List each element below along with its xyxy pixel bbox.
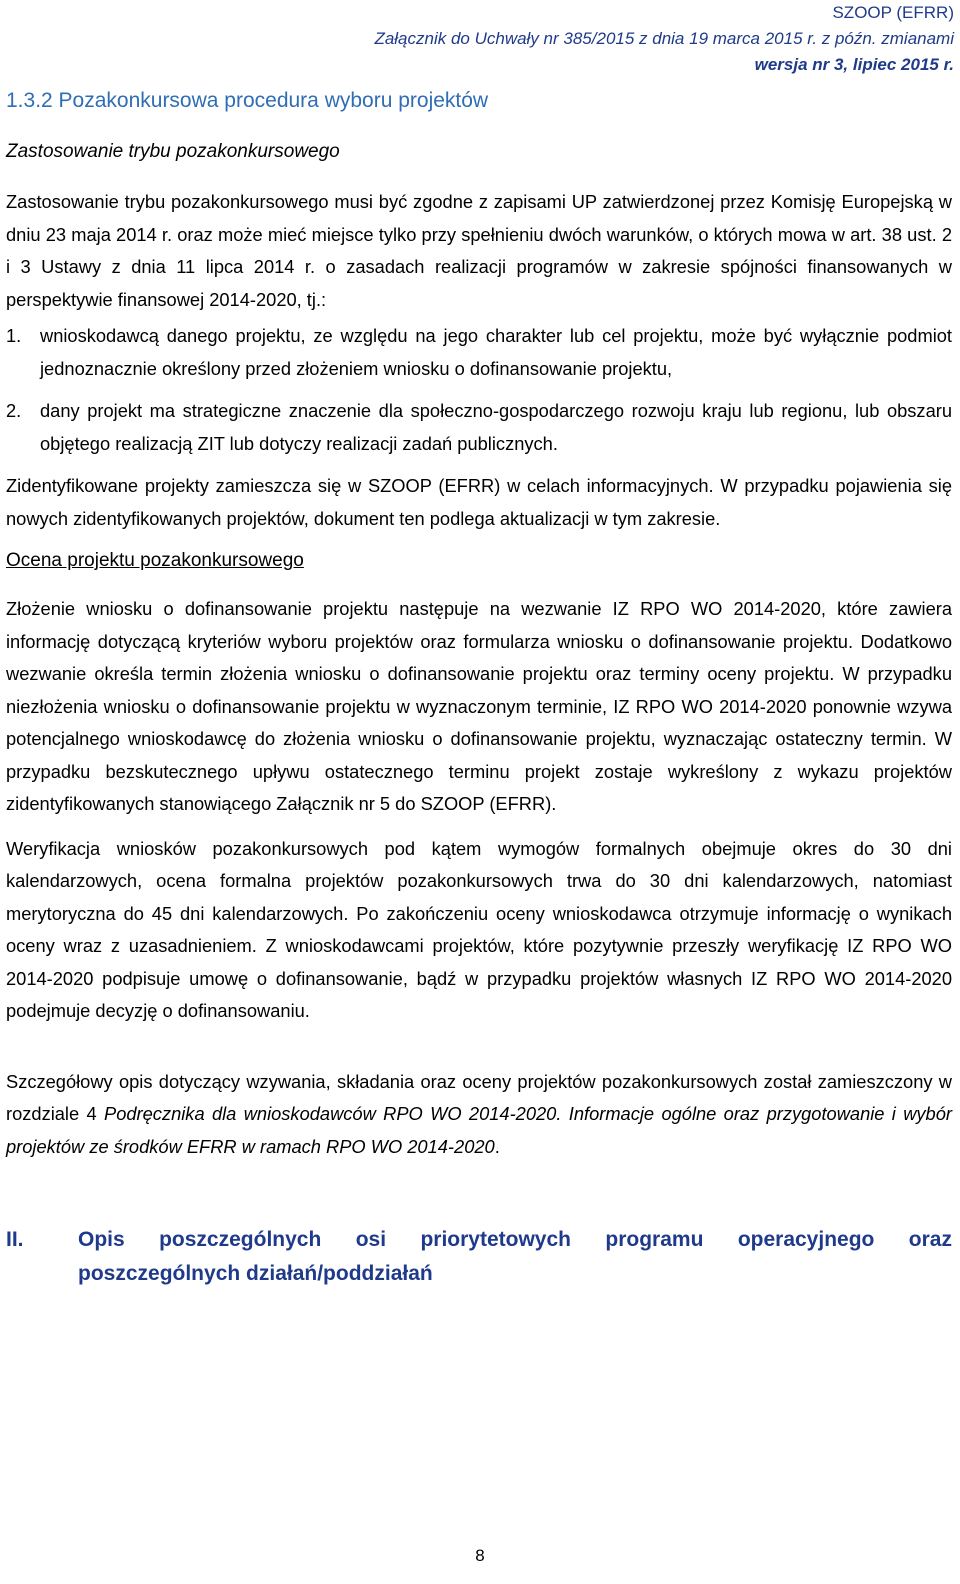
document-header bbox=[14, 0, 954, 78]
handbook-reference: Podręcznika dla wnioskodawców RPO WO 2014-2020. Informacje ogólne oraz przygotowanie i wybór projektów ze środków EFRR w ramach RPO WO 2014-2020 bbox=[6, 1103, 952, 1157]
conditions-list bbox=[6, 320, 952, 460]
chapter-title bbox=[78, 1223, 952, 1291]
paragraph-application-submission: Złożenie wniosku o dofinansowanie projektu następuje na wezwanie IZ RPO WO 2014-2020, które zawiera informację dotyczącą kryteriów wyboru projektów oraz formularza wniosku o dofinansowanie projektu. Dodatkowo wezwanie określa termin złożenia wniosku o dofinansowanie projektu oraz terminy oceny projektu. W przypadku niezłożenia wniosku o dofinansowanie projektu w wyznaczonym terminie, IZ RPO WO 2014-2020 ponownie wzywa potencjalnego wnioskodawcę do złożenia wniosku o dofinansowanie projektu, wyznaczając ostateczny termin. W przypadku bezskutecznego upływu ostatecznego terminu projekt zostaje wykreślony z wykazu projektów zidentyfikowanych stanowiącego Załącznik nr 5 do SZOOP (EFRR). bbox=[6, 598, 952, 814]
paragraph-detailed-description bbox=[6, 1066, 952, 1164]
text-run: Szczegółowy opis dotyczący wzywania, składania oraz oceny projektów pozakonkursowych został zamieszczony w rozdziale 4 bbox=[6, 1070, 952, 1124]
chapter-word: programu bbox=[605, 1228, 704, 1251]
subheading-application: Zastosowanie trybu pozakonkursowego bbox=[6, 141, 340, 162]
list-item-number: 2. bbox=[6, 400, 22, 421]
chapter-heading bbox=[6, 1223, 952, 1291]
chapter-title-line2: poszczególnych działań/poddziałań bbox=[78, 1262, 433, 1285]
list-item-number: 1. bbox=[6, 325, 22, 346]
list-item bbox=[6, 320, 952, 385]
header-program-name: SZOOP (EFRR) bbox=[832, 3, 954, 22]
paragraph-identified-projects: Zidentyfikowane projekty zamieszcza się w SZOOP (EFRR) w celach informacyjnych. W przypadku pojawienia się nowych zidentyfikowanych projektów, dokument ten podlega aktualizacji w tym zakresie. bbox=[6, 475, 952, 529]
paragraph-conditions: Zastosowanie trybu pozakonkursowego musi być zgodne z zapisami UP zatwierdzonej przez Komisję Europejską w dniu 23 maja 2014 r. oraz może mieć miejsce tylko przy spełnieniu dwóch warunków, o których mowa w art. 38 ust. 2 i 3 Ustawy z dnia 11 lipca 2014 r. o zasadach realizacji programów w zakresie spójności finansowanych w perspektywie finansowej 2014-2020, tj.: bbox=[6, 191, 952, 310]
spacer bbox=[6, 1175, 952, 1223]
subheading-evaluation: Ocena projektu pozakonkursowego bbox=[6, 550, 304, 571]
chapter-word: operacyjnego bbox=[737, 1228, 875, 1251]
section-title: 1.3.2 Pozakonkursowa procedura wyboru projektów bbox=[6, 89, 489, 112]
header-version: wersja nr 3, lipiec 2015 r. bbox=[754, 55, 954, 74]
chapter-word: oraz bbox=[908, 1228, 952, 1251]
list-item-text: dany projekt ma strategiczne znaczenie dla społeczno-gospodarczego rozwoju kraju lub regionu, lub obszaru objętego realizacją ZIT lub dotyczy realizacji zadań publicznych. bbox=[40, 400, 952, 454]
chapter-word: osi bbox=[355, 1228, 387, 1251]
spacer bbox=[6, 1040, 952, 1066]
list-item-text: wnioskodawcą danego projektu, ze względu na jego charakter lub cel projektu, może być wyłącznie podmiot jednoznacznie określony przed złożeniem wniosku o dofinansowanie projektu, bbox=[40, 325, 952, 379]
header-resolution: Załącznik do Uchwały nr 385/2015 z dnia 19 marca 2015 r. z późn. zmianami bbox=[374, 29, 954, 48]
document-body bbox=[6, 86, 952, 1291]
text-run: . bbox=[494, 1135, 500, 1157]
chapter-word: Opis bbox=[78, 1228, 125, 1251]
page-number: 8 bbox=[475, 1546, 485, 1565]
chapter-word: poszczególnych bbox=[159, 1228, 322, 1251]
chapter-number: II. bbox=[6, 1228, 24, 1251]
paragraph-verification: Weryfikacja wniosków pozakonkursowych pod kątem wymogów formalnych obejmuje okres do 30 dni kalendarzowych, ocena formalna projektów pozakonkursowych trwa do 30 dni kalendarzowych, natomiast merytoryczna do 45 dni kalendarzowych. Po zakończeniu oceny wnioskodawca otrzymuje informację o wynikach oceny wraz z uzasadnieniem. Z wnioskodawcami projektów, które pozytywnie przeszły weryfikację IZ RPO WO 2014-2020 podpisuje umowę o dofinansowanie, bądź w przypadku projektów własnych IZ RPO WO 2014-2020 podejmuje decyzję o dofinansowaniu. bbox=[6, 837, 952, 1021]
chapter-title-line1 bbox=[78, 1223, 952, 1257]
chapter-word: priorytetowych bbox=[420, 1228, 571, 1251]
list-item bbox=[6, 395, 952, 460]
